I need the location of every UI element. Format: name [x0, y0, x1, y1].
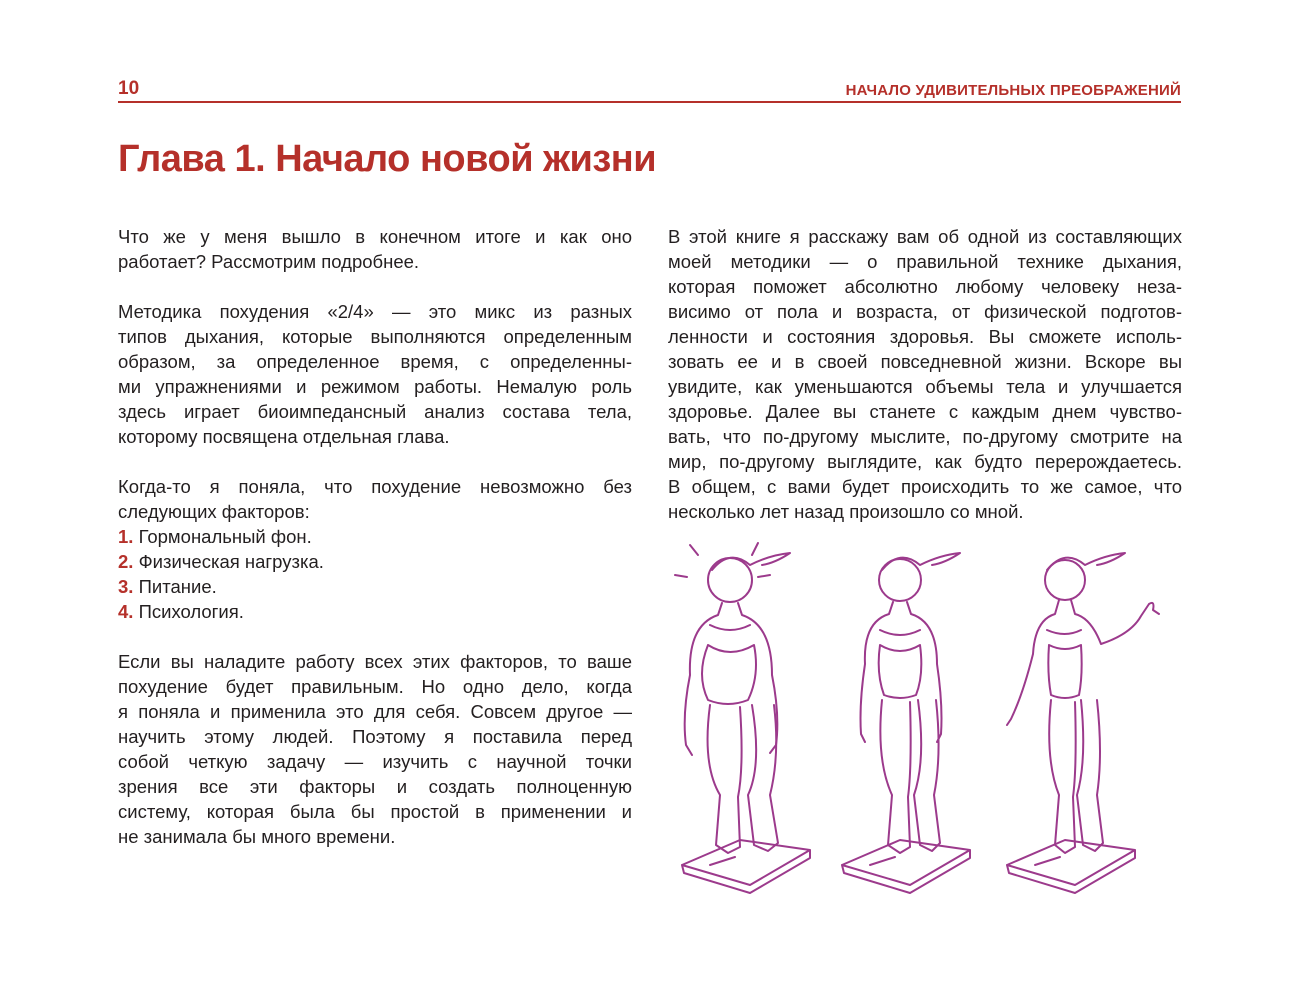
list-number: 3. [118, 576, 134, 597]
header-rule [118, 101, 1181, 103]
list-item [118, 524, 632, 549]
text-line: собой четкую задачу — изучить с научной точки [118, 751, 632, 772]
list-number: 1. [118, 526, 134, 547]
text-line: здесь играет биоимпедансный анализ состава тела, [118, 401, 632, 422]
text-line: В общем, с вами будет происходить то же самое, что [668, 476, 1182, 497]
text-line: похудение будет правильным. Но одно дело, когда [118, 676, 632, 697]
list-number: 2. [118, 551, 134, 572]
list-item [118, 574, 632, 599]
text-line: образом, за определенное время, с определенны- [118, 351, 632, 372]
list-item [118, 599, 632, 624]
list-text: Психология. [133, 601, 244, 622]
text-line: Когда-то я поняла, что похудение невозможно без [118, 476, 632, 497]
left-column [118, 224, 632, 874]
figure-middle [842, 553, 970, 893]
text-line: Что же у меня вышло в конечном итоге и как оно [118, 226, 632, 247]
figure-after [1007, 553, 1159, 893]
running-title: НАЧАЛО УДИВИТЕЛЬНЫХ ПРЕОБРАЖЕНИЙ [845, 82, 1181, 99]
paragraph [118, 224, 632, 274]
text-line: ми упражнениями и режимом работы. Немалую роль [118, 376, 632, 397]
text-line: следующих факторов: [118, 501, 310, 522]
text-line: я поняла и применила это для себя. Совсем другое — [118, 701, 632, 722]
chapter-title: Глава 1. Начало новой жизни [118, 138, 657, 180]
list-item [118, 549, 632, 574]
text-line: здоровье. Далее вы станете с каждым днем чувство- [668, 401, 1182, 422]
right-column [668, 224, 1182, 549]
text-line: мир, по-другому выглядите, как будто перерождаетесь. [668, 451, 1182, 472]
text-line: В этой книге я расскажу вам об одной из составляющих [668, 226, 1182, 247]
figure-before [675, 543, 810, 893]
paragraph [118, 299, 632, 449]
list-text: Физическая нагрузка. [133, 551, 324, 572]
text-line: зрения все эти факторы и создать полноценную [118, 776, 632, 797]
factor-list [118, 474, 632, 624]
list-text: Гормональный фон. [133, 526, 312, 547]
text-line: Если вы наладите работу всех этих факторов, то ваше [118, 651, 632, 672]
text-line: которому посвящена отдельная глава. [118, 426, 450, 447]
paragraph [668, 224, 1182, 524]
illustration-women-on-scales [670, 535, 1190, 895]
text-line: не занимала бы много времени. [118, 826, 396, 847]
text-line: которая поможет абсолютно любому человеку неза- [668, 276, 1182, 297]
text-line: висимо от пола и возраста, от физической подготов- [668, 301, 1182, 322]
text-line: типов дыхания, которые выполняются определенным [118, 326, 632, 347]
text-line: несколько лет назад произошло со мной. [668, 501, 1024, 522]
text-line: Методика похудения «2/4» — это микс из разных [118, 301, 632, 322]
text-line: работает? Рассмотрим подробнее. [118, 251, 420, 272]
list-text: Питание. [133, 576, 217, 597]
text-line: научить этому людей. Поэтому я поставила перед [118, 726, 632, 747]
text-line: моей методики — о правильной технике дыхания, [668, 251, 1182, 272]
text-line: увидите, как уменьшаются объемы тела и улучшается [668, 376, 1182, 397]
text-line: систему, которая была бы простой в применении и [118, 801, 632, 822]
page-number: 10 [118, 78, 140, 99]
text-line: вать, что по-другому мыслите, по-другому смотрите на [668, 426, 1182, 447]
list-number: 4. [118, 601, 134, 622]
text-line: ленности и состояния здоровья. Вы сможете исполь- [668, 326, 1182, 347]
text-line: зовать ее и в своей повседневной жизни. Вскоре вы [668, 351, 1182, 372]
paragraph [118, 649, 632, 849]
